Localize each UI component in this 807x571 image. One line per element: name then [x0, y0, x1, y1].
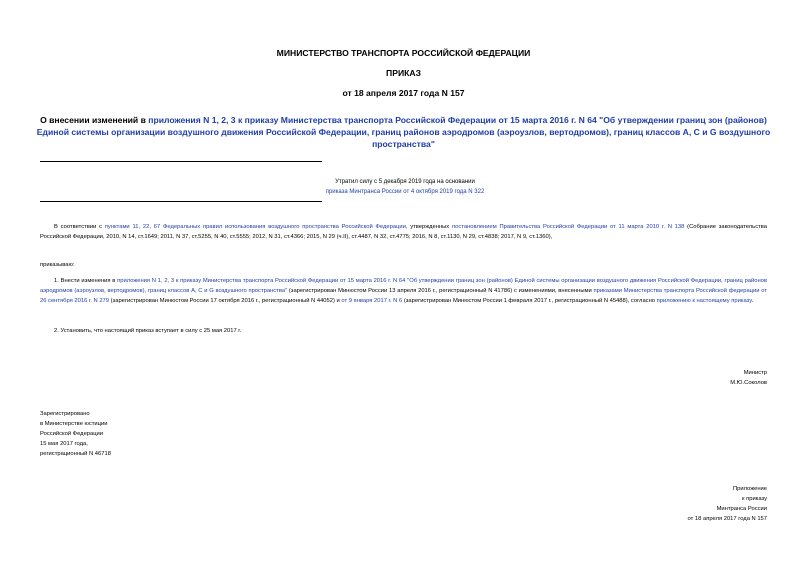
signature-block: [730, 368, 767, 388]
annex-line: Минтранса России: [716, 506, 767, 512]
p3-link-order-279[interactable]: приказами Министерства транспорта Российской федерации от 26 сентября 2016 г. N 279: [40, 288, 767, 304]
annex-line: Приложение: [732, 486, 767, 492]
doc-date-number: от 18 апреля 2017 года N 157: [342, 88, 465, 98]
registration-line: Российской Федерации: [40, 431, 104, 437]
annex-block: [688, 484, 767, 524]
p3-text-c: (зарегистрирован Минюстом России 17 октября 2016 г., регистрационный N 44052) и: [109, 298, 342, 304]
ministry-title: МИНИСТЕРСТВО ТРАНСПОРТА РОССИЙСКОЙ ФЕДЕРАЦИИ: [276, 48, 531, 58]
repeal-line: Утратил силу с 5 декабря 2019 года на основании: [335, 179, 475, 185]
subject-link[interactable]: приложения N 1, 2, 3 к приказу Министерства транспорта Российской Федерации от 15 марта 2016 г. N 64 "Об утверждении границ зон (районов) Единой системы организации воздушного движения Российской Федерации, границ районов аэродромов (аэроузлов, вертодромов), границ классов A, C и G воздушного пространства": [36, 115, 771, 149]
p1-text-b: , утвержденных: [405, 224, 452, 230]
p1-link-rules[interactable]: пунктами 11, 22, 67 Федеральных правил использования воздушного пространства Российской Федерации: [104, 224, 406, 230]
registration-line: Зарегистрировано: [40, 411, 90, 417]
item-2-paragraph: 2. Установить, что настоящий приказ вступает в силу с 25 мая 2017 г.: [54, 328, 242, 334]
signature-name: М.Ю.Соколов: [730, 380, 767, 386]
divider-top: [40, 161, 322, 162]
p3-text-d: (зарегистрирован Минюстом России 1 февраля 2017 г., регистрационный N 45488), согласно: [402, 298, 657, 304]
annex-line: от 18 апреля 2017 года N 157: [687, 516, 767, 522]
preamble-paragraph: [40, 222, 767, 242]
registration-line: регистрационный N 46718: [40, 451, 111, 457]
doc-type-title: ПРИКАЗ: [386, 68, 421, 78]
p3-link-annex[interactable]: приложению к настоящему приказу: [656, 298, 752, 304]
registration-block: [40, 409, 111, 459]
p1-text-c: (Собрание законодательства Российской Федерации, 2010, N 14, ст.1649; 2011, N 37, ст.5255, N 40, ст.5555; 2012, N 31, ст.4366; 2015, N 29 (ч.II), ст.4487, N 32, ст.4775; 2016, N 8, ст.1130, N 29, ст.4838; 2017, N 9, ст.1360),: [40, 224, 767, 240]
annex-line: к приказу: [741, 496, 767, 502]
registration-line: 15 мая 2017 года,: [40, 441, 88, 447]
p3-text-e: .: [751, 298, 754, 304]
signature-title: Министр: [743, 370, 767, 376]
registration-line: в Министерстве юстиции: [40, 421, 108, 427]
subject-prefix: О внесении изменений в: [40, 115, 149, 125]
p3-text-b: (зарегистрирован Минюстом России 13 апреля 2016 г., регистрационный N 41786) с изменениями, внесенными: [287, 288, 594, 294]
item-1-paragraph: [40, 276, 767, 306]
divider-bottom: [40, 201, 322, 202]
repeal-notice: [250, 177, 560, 197]
p3-link-annexes[interactable]: приложения N 1, 2, 3 к приказу Министерства транспорта Российской Федерации от 15 марта 2016 г. N 64 "Об утверждении границ зон (районов) Единой системы организации воздушного движения Российской Федерации, границ районов аэродромов (аэроузлов, вертодромов), границ классов A, C и G воздушного пространства": [40, 278, 767, 294]
p3-text-a: 1. Внести изменения в: [54, 278, 118, 284]
order-word: приказываю:: [40, 262, 75, 268]
repeal-link[interactable]: приказа Минтранса России от 4 октября 2019 года N 322: [325, 189, 485, 195]
p1-text-a: В соответствии с: [54, 224, 105, 230]
document-subject: [30, 114, 777, 150]
p1-link-resolution[interactable]: постановлением Правительства Российской Федерации от 11 марта 2010 г. N 138: [452, 224, 685, 230]
p3-link-order-6[interactable]: от 9 января 2017 г. N 6: [341, 298, 403, 304]
